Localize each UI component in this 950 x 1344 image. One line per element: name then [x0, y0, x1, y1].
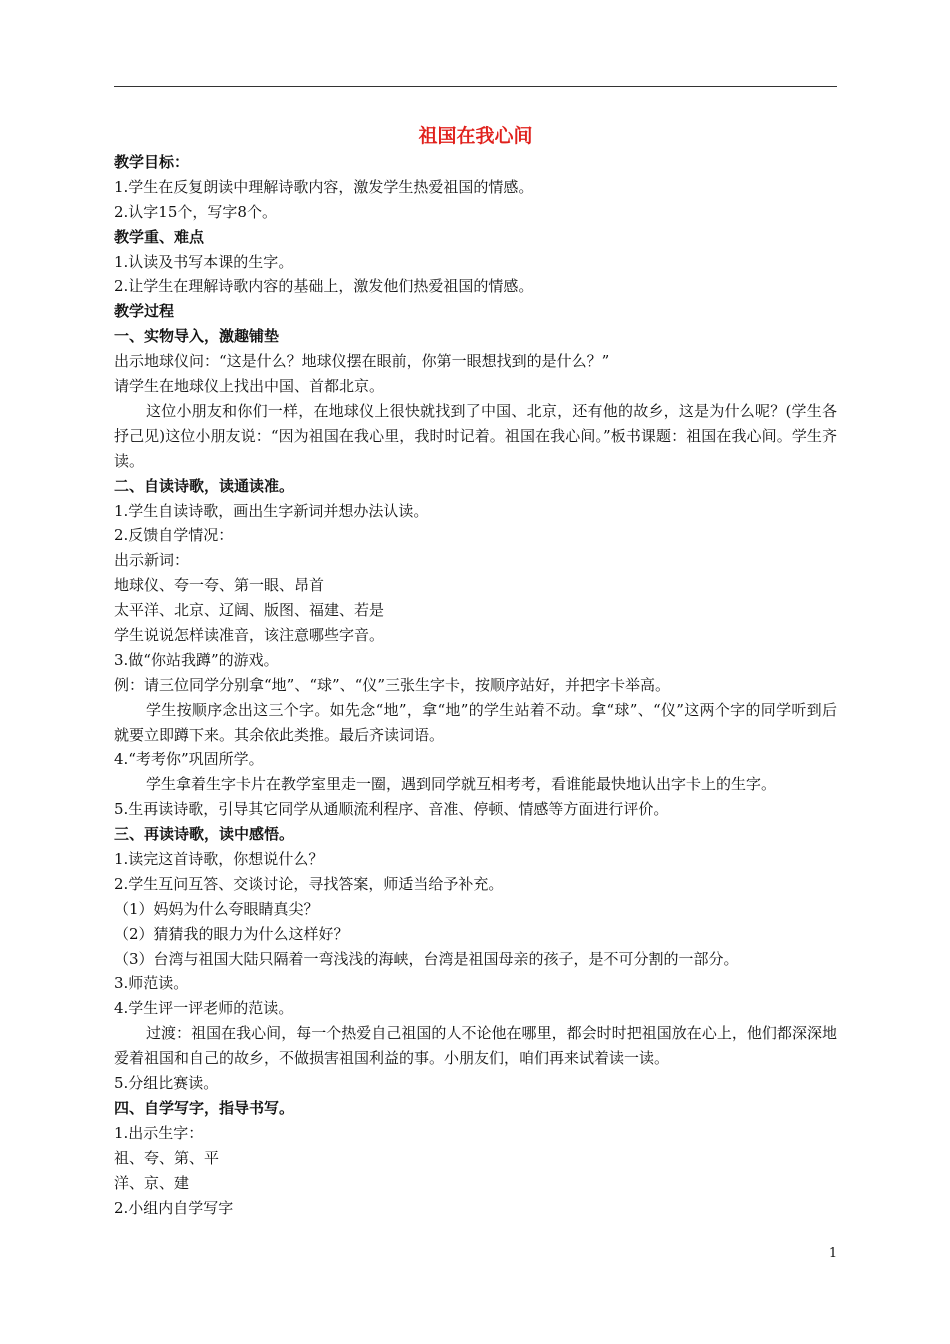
- body-paragraph: 请学生在地球仪上找出中国、首都北京。: [114, 377, 385, 396]
- section-heading: 一、实物导入，激趣铺垫: [114, 327, 280, 346]
- body-paragraph: 2.小组内自学写字: [114, 1198, 234, 1217]
- body-paragraph: 1.学生自读诗歌，画出生字新词并想办法认读。: [114, 501, 429, 520]
- body-paragraph: 3.师范读。: [114, 974, 189, 993]
- document-title: 祖国在我心间: [418, 125, 533, 147]
- body-paragraph: （2）猜猜我的眼力为什么这样好？: [114, 924, 349, 943]
- body-paragraph: 学生说说怎样读准音，该注意哪些字音。: [114, 625, 385, 644]
- body-paragraph: 学生拿着生字卡片在教学室里走一圈，遇到同学就互相考考，看谁能最快地认出字卡上的生字。: [146, 775, 777, 794]
- body-paragraph: 5.分组比赛读。: [114, 1074, 219, 1093]
- body-paragraph: 地球仪、夸一夸、第一眼、昂首: [114, 576, 325, 595]
- body-paragraph: 4.学生评一评老师的范读。: [114, 999, 294, 1018]
- body-paragraph: 出示新词：: [114, 551, 190, 570]
- section-heading: 二、自读诗歌，读通读准。: [114, 476, 295, 495]
- body-paragraph: 1.出示生字：: [114, 1123, 204, 1142]
- body-paragraph: 1.读完这首诗歌，你想说什么？: [114, 850, 324, 869]
- body-paragraph: 3.做“你站我蹲”的游戏。: [114, 650, 279, 669]
- body-paragraph: 2.认字15个，写字8个。: [114, 202, 277, 221]
- section-heading: 教学目标：: [114, 153, 190, 171]
- header-rule: [114, 86, 837, 87]
- body-paragraph: 学生按顺序念出这三个字。如先念“地”，拿“地”的学生站着不动。拿“球”、“仪”这两个字的同学听到后就要立即蹲下来。其余依此类推。最后齐读词语。: [114, 700, 837, 744]
- document-body: [114, 150, 837, 1220]
- body-paragraph: 过渡：祖国在我心间，每一个热爱自己祖国的人不论他在哪里，都会时时把祖国放在心上，他们都深深地爱着祖国和自己的故乡，不做损害祖国利益的事。小朋友们，咱们再来试着读一读。: [114, 1024, 837, 1068]
- body-paragraph: 4.“考考你”巩固所学。: [114, 750, 264, 769]
- section-heading: 四、自学写字，指导书写。: [114, 1098, 295, 1117]
- section-heading: 教学重、难点: [114, 227, 205, 246]
- body-paragraph: 出示地球仪问：“这是什么？地球仪摆在眼前，你第一眼想找到的是什么？”: [114, 352, 610, 371]
- page-number: 1: [828, 1246, 838, 1261]
- section-heading: 三、再读诗歌，读中感悟。: [114, 825, 295, 844]
- body-paragraph: （3）台湾与祖国大陆只隔着一弯浅浅的海峡，台湾是祖国母亲的孩子，是不可分割的一部分。: [114, 949, 739, 968]
- body-paragraph: 1.学生在反复朗读中理解诗歌内容，激发学生热爱祖国的情感。: [114, 177, 534, 196]
- body-paragraph: 太平洋、北京、辽阔、版图、福建、若是: [114, 601, 385, 620]
- body-paragraph: 这位小朋友和你们一样，在地球仪上很快就找到了中国、北京，还有他的故乡，这是为什么呢？(学生各抒己见)这位小朋友说：“因为祖国在我心里，我时时记着。祖国在我心间。”板书课题：祖国在我心间。学生齐读。: [114, 401, 837, 470]
- section-heading: 教学过程: [114, 302, 175, 321]
- body-paragraph: 1.认读及书写本课的生字。: [114, 252, 294, 271]
- body-paragraph: 2.学生互问互答、交谈讨论，寻找答案，师适当给予补充。: [114, 874, 504, 893]
- body-paragraph: 5.生再读诗歌，引导其它同学从通顺流利程序、音准、停顿、情感等方面进行评价。: [114, 800, 669, 819]
- body-paragraph: 2.反馈自学情况：: [114, 526, 234, 545]
- body-paragraph: （1）妈妈为什么夸眼睛真尖？: [114, 899, 319, 918]
- body-paragraph: 例：请三位同学分别拿“地”、“球”、“仪”三张生字卡，按顺序站好，并把字卡举高。: [114, 675, 671, 694]
- body-paragraph: 2.让学生在理解诗歌内容的基础上，激发他们热爱祖国的情感。: [114, 277, 534, 296]
- body-paragraph: 洋、京、建: [114, 1173, 190, 1192]
- body-paragraph: 祖、夸、第、平: [114, 1148, 220, 1167]
